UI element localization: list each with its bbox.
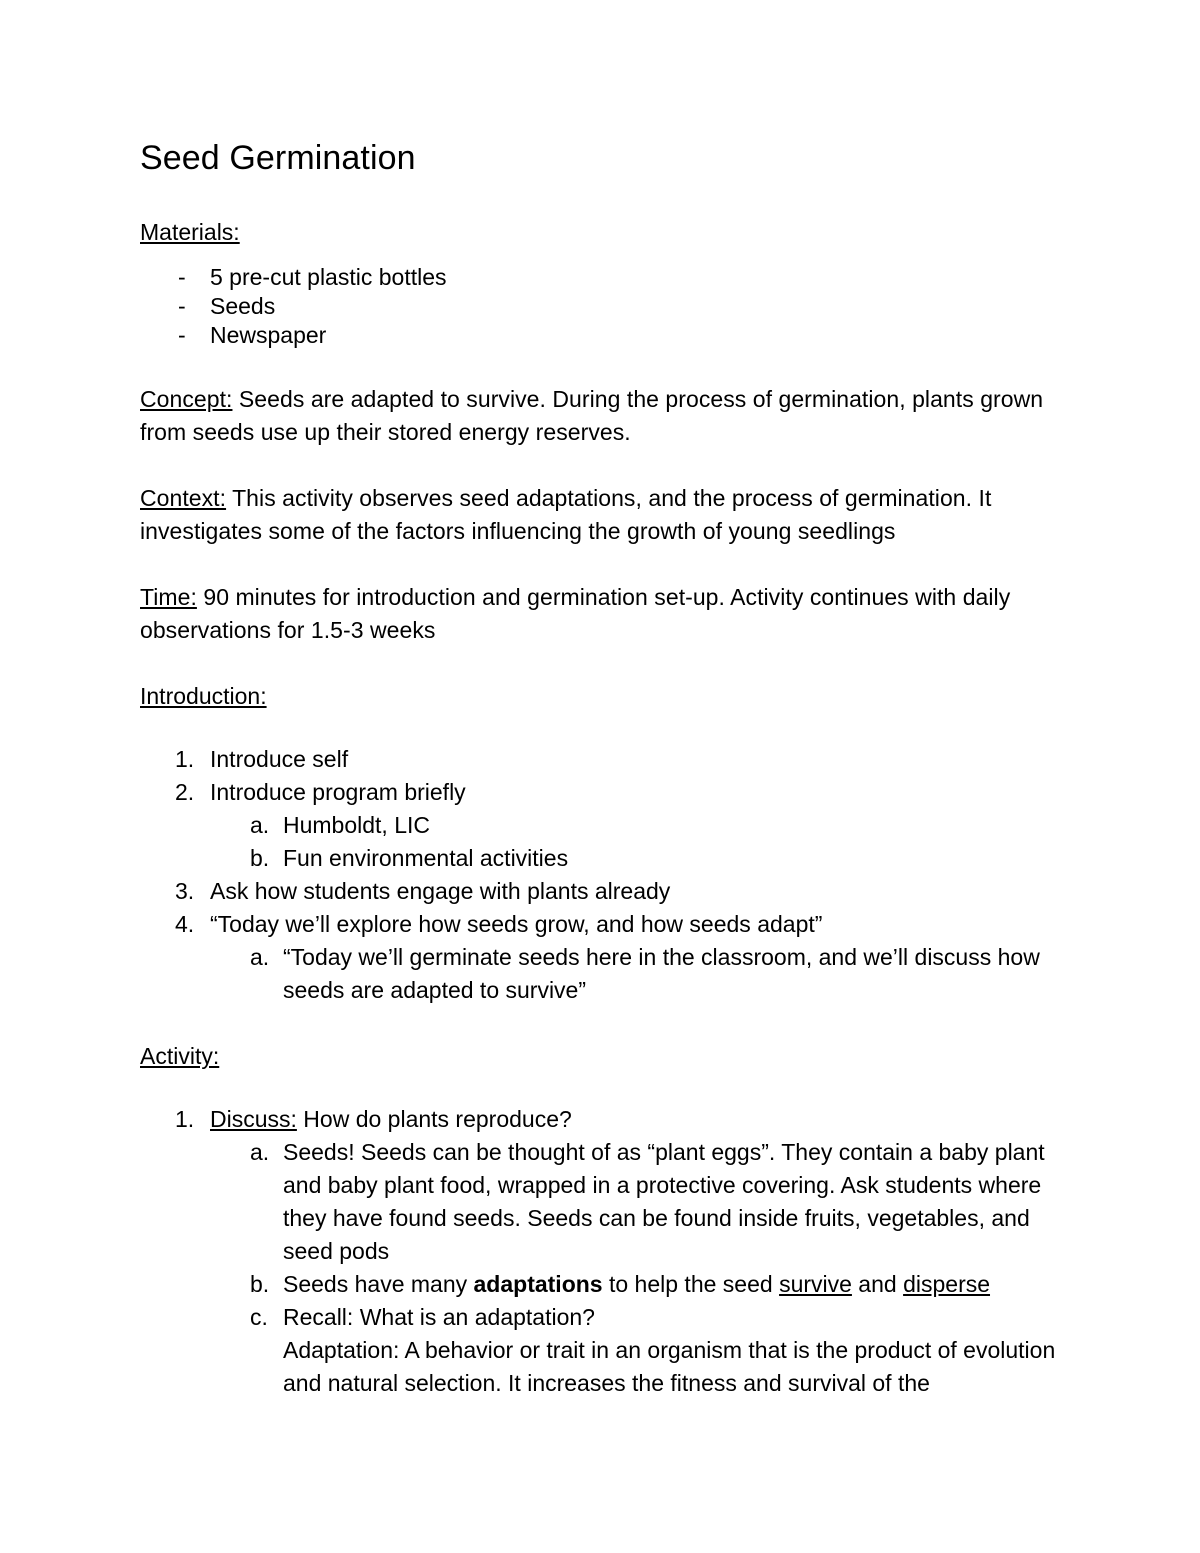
list-item: [175, 908, 1058, 1007]
introduction-item-label: Ask how students engage with plants already: [210, 878, 671, 905]
activity-subitem-part: and: [851, 1271, 904, 1298]
activity-subitem-part: Seeds have many: [283, 1271, 474, 1298]
material-label: Newspaper: [210, 322, 327, 349]
introduction-subitem-label: Fun environmental activities: [283, 845, 569, 872]
concept-text: Seeds are adapted to survive. During the process of germination, plants grown from seeds use up their stored energy reserves.: [140, 386, 1044, 446]
spacer: [140, 647, 1058, 680]
time-label: Time:: [140, 584, 197, 611]
activity-sublist: [210, 1136, 1058, 1400]
activity-subitem-label: Seeds! Seeds can be thought of as “plant eggs”. They contain a baby plant and baby plant food, wrapped in a protective covering. Ask students where they have found seeds. Seeds can be found inside fruits, vegetables, and seed pods: [283, 1139, 1045, 1265]
time-text: 90 minutes for introduction and germination set-up. Activity continues with daily observations for 1.5-3 weeks: [140, 584, 1011, 644]
list-item: [250, 1136, 1058, 1268]
page-title: Seed Germination: [140, 139, 416, 177]
survive-underline: survive: [779, 1271, 852, 1298]
introduction-list: [140, 743, 1058, 1007]
introduction-item-label: Introduce program briefly: [210, 779, 466, 806]
activity-list: [140, 1103, 1058, 1400]
list-item: [178, 292, 1058, 321]
list-item: [178, 263, 1058, 292]
introduction-heading: [140, 680, 1058, 713]
list-item: [175, 1103, 1058, 1400]
list-item: [178, 321, 1058, 350]
activity-subitem-part: to help the seed: [602, 1271, 780, 1298]
list-item: [250, 1301, 1058, 1400]
spacer: [140, 350, 1058, 383]
context-paragraph: [140, 482, 1058, 548]
list-item: [175, 776, 1058, 875]
introduction-sublist: [210, 809, 1058, 875]
material-label: Seeds: [210, 293, 276, 320]
introduction-item-label: “Today we’ll explore how seeds grow, and how seeds adapt”: [210, 911, 823, 938]
recall-question: Recall: What is an adaptation?: [283, 1304, 595, 1331]
materials-heading: [140, 216, 1058, 249]
adaptation-definition: Adaptation: A behavior or trait in an organism that is the product of evolution and natural selection. It increases the fitness and survival of the: [283, 1337, 1056, 1397]
material-label: 5 pre-cut plastic bottles: [210, 264, 447, 291]
list-item: [250, 809, 1058, 842]
introduction-subitem-label: Humboldt, LIC: [283, 812, 431, 839]
discuss-text: How do plants reproduce?: [296, 1106, 572, 1133]
concept-paragraph: [140, 383, 1058, 449]
materials-list: [140, 263, 1058, 350]
time-paragraph: [140, 581, 1058, 647]
activity-heading-label: Activity:: [140, 1043, 220, 1070]
disperse-underline: disperse: [903, 1271, 991, 1298]
spacer: [140, 249, 1058, 263]
spacer: [140, 449, 1058, 482]
context-label: Context:: [140, 485, 227, 512]
list-item: [175, 743, 1058, 776]
introduction-heading-label: Introduction:: [140, 683, 267, 710]
introduction-item-label: Introduce self: [210, 746, 349, 773]
materials-heading-label: Materials:: [140, 219, 240, 246]
list-item: [250, 842, 1058, 875]
adaptations-bold: adaptations: [473, 1271, 603, 1298]
list-item: [175, 875, 1058, 908]
list-item: [250, 1268, 1058, 1301]
activity-heading: [140, 1040, 1058, 1073]
spacer: [140, 1007, 1058, 1040]
concept-label: Concept:: [140, 386, 233, 413]
discuss-label: Discuss:: [210, 1106, 297, 1133]
introduction-subitem-label: “Today we’ll germinate seeds here in the classroom, and we’ll discuss how seeds are adapted to survive”: [283, 944, 1040, 1004]
introduction-sublist: [210, 941, 1058, 1007]
spacer: [140, 548, 1058, 581]
context-text: This activity observes seed adaptations, and the process of germination. It investigates some of the factors influencing the growth of young seedlings: [140, 485, 992, 545]
list-item: [250, 941, 1058, 1007]
